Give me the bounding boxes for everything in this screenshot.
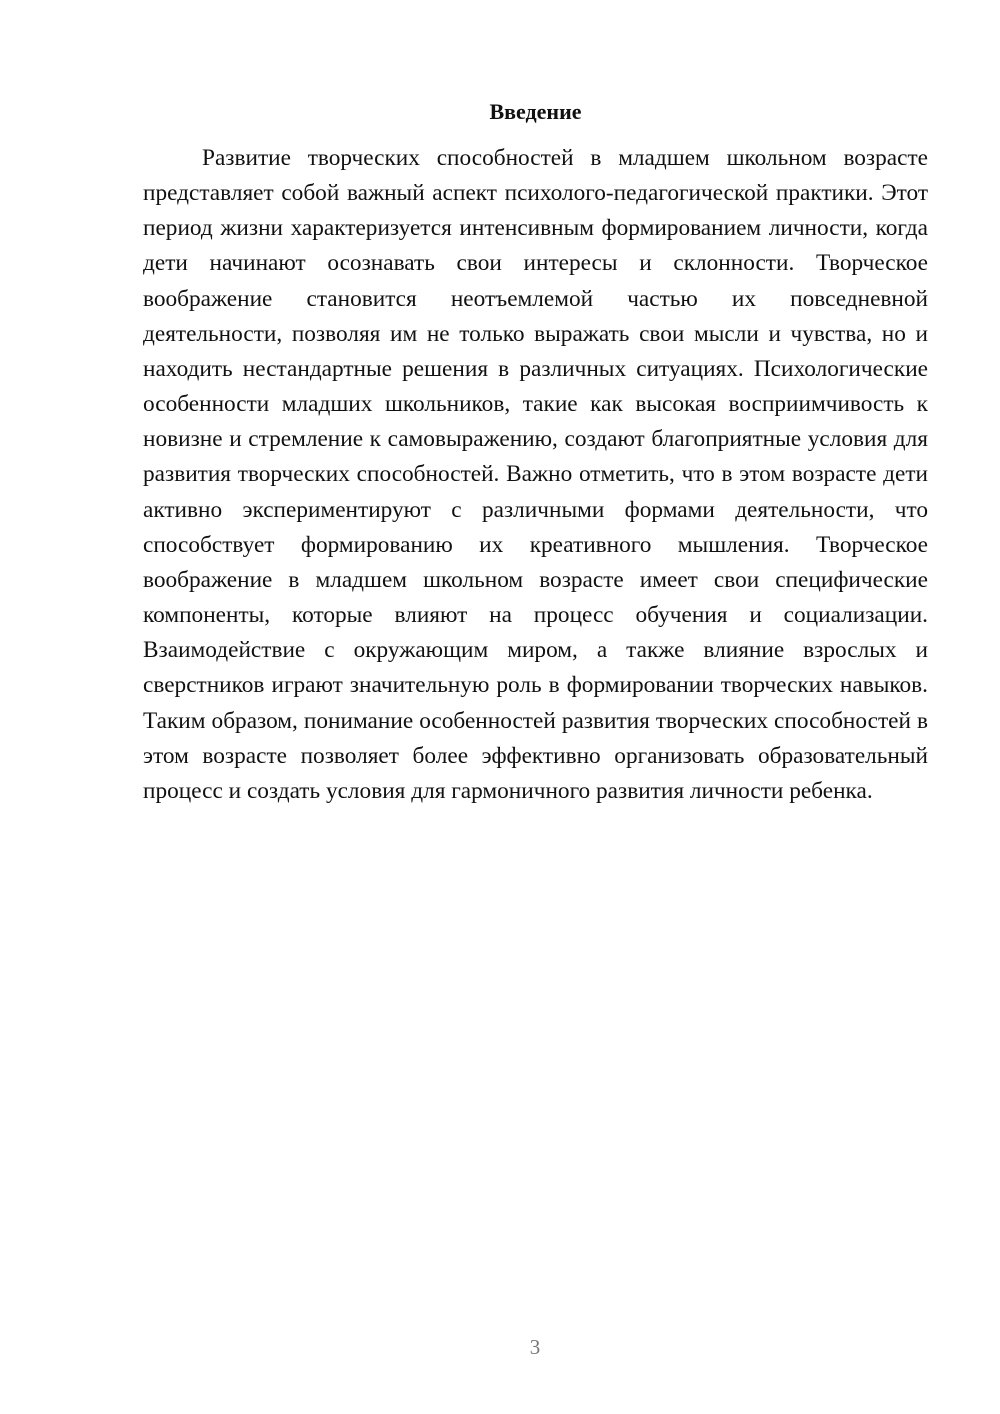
page-number: 3: [529, 1335, 541, 1359]
body-paragraph: Развитие творческих способностей в младшем школьном возрасте представляет собой важный аспект психолого-педагогической практики. Этот период жизни характеризуется интенсивным формированием личности, когда дети начинают осознавать свои интересы и склонности. Творческое воображение становится неотъемлемой частью их повседневной деятельности, позволяя им не только выражать свои мысли и чувства, но и находить нестандартные решения в различных ситуациях. Психологические особенности младших школьников, такие как высокая восприимчивость к новизне и стремление к самовыражению, создают благоприятные условия для развития творческих способностей. Важно отметить, что в этом возрасте дети активно экспериментируют с различными формами деятельности, что способствует формированию их креативного мышления. Творческое воображение в младшем школьном возрасте имеет свои специфические компоненты, которые влияют на процесс обучения и социализации. Взаимодействие с окружающим миром, а также влияние взрослых и сверстников играют значительную роль в формировании творческих навыков. Таким образом, понимание особенностей развития творческих способностей в этом возрасте позволяет более эффективно организовать образовательный процесс и создать условия для гармоничного развития личности ребенка.: [143, 145, 928, 804]
section-title: Введение: [489, 99, 582, 124]
